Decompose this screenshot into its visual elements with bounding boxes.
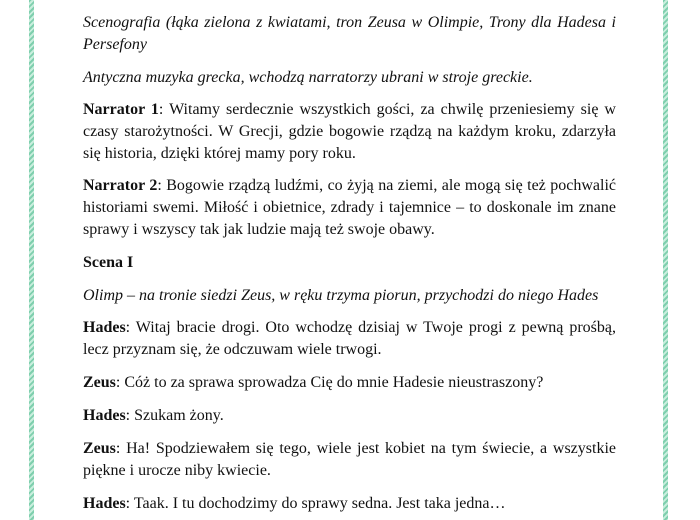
narrator-1-line	[83, 99, 616, 165]
page-border-left	[29, 0, 34, 520]
line-text: : Cóż to za sprawa sprowadza Cię do mnie Hadesie nieustraszony?	[115, 374, 544, 391]
line-text: : Ha! Spodziewałem się tego, wiele jest kobiet na tym świecie, a wszystkie piękne i urocze niby kwiecie.	[83, 440, 616, 479]
line-text: : Witamy serdecznie wszystkich gości, za chwilę przeniesiemy się w czasy starożytności. W Grecji, gdzie bogowie rządzą na każdym kroku, zdarzyła się historia, dzięki której mamy pory roku.	[83, 101, 616, 162]
speaker-name: Hades	[83, 495, 126, 512]
speaker-name: Zeus	[83, 374, 116, 391]
speaker-name: Narrator 2	[83, 177, 158, 194]
stage-direction-music: Antyczna muzyka grecka, wchodzą narratorzy ubrani w stroje greckie.	[83, 69, 533, 86]
hades-line	[83, 405, 616, 427]
stage-direction-olymp: Olimp – na tronie siedzi Zeus, w ręku trzyma piorun, przychodzi do niego Hades	[83, 287, 599, 304]
speaker-name: Hades	[83, 319, 126, 336]
hades-line	[83, 493, 616, 515]
page-border-right	[663, 0, 668, 520]
hades-line	[83, 317, 616, 361]
document-body	[83, 0, 616, 515]
speaker-name: Zeus	[83, 440, 116, 457]
narrator-2-line	[83, 175, 616, 241]
speaker-name: Narrator 1	[83, 101, 159, 118]
scene-heading: Scena I	[83, 254, 134, 271]
zeus-line	[83, 372, 616, 394]
line-text: : Taak. I tu dochodzimy do sprawy sedna. Jest taka jedna…	[125, 495, 506, 512]
zeus-line	[83, 438, 616, 482]
line-text: : Bogowie rządzą ludźmi, co żyją na ziemi, ale mogą się też pochwalić historiami swemi. Miłość i obietnice, zdrady i tajemnice – to doskonale im znane sprawy i wszyscy tak jak ludzie mają też swoje obawy.	[83, 177, 616, 238]
line-text: : Witaj bracie drogi. Oto wchodzę dzisiaj w Twoje progi z pewną prośbą, lecz przyznam się, że odczuwam wiele trwogi.	[83, 319, 616, 358]
stage-direction-scenography: Scenografia (łąka zielona z kwiatami, tron Zeusa w Olimpie, Trony dla Hadesa i Persefony	[83, 14, 616, 53]
speaker-name: Hades	[83, 407, 126, 424]
line-text: : Szukam żony.	[125, 407, 224, 424]
